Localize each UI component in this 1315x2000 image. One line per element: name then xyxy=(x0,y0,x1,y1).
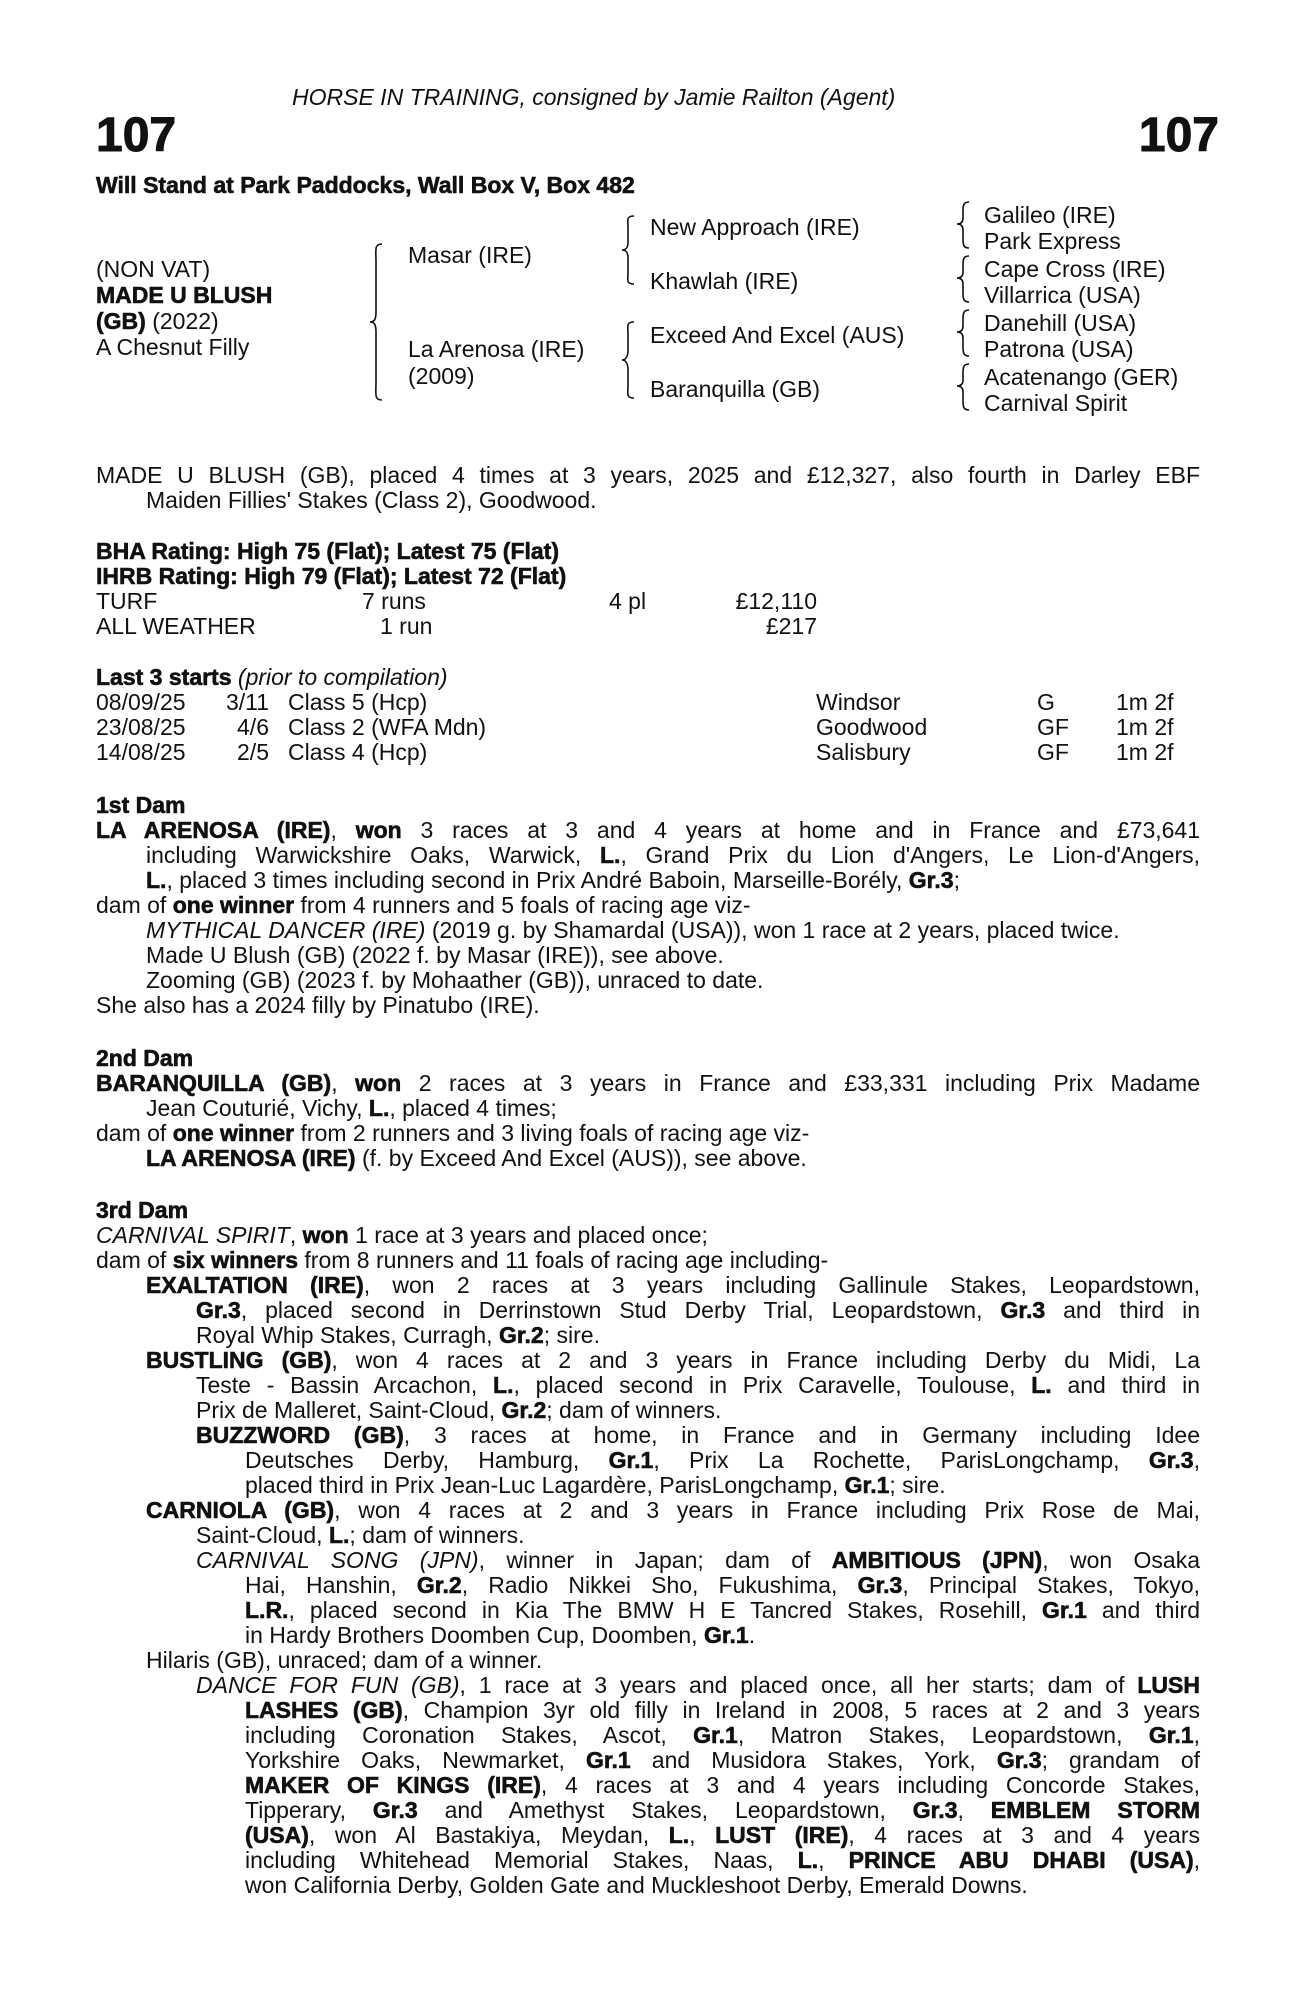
ambitious-name: AMBITIOUS (JPN) xyxy=(831,1547,1043,1573)
dam3-runners: from 8 runners and 11 foals of racing age including- xyxy=(304,1247,829,1273)
carnival-song-name: CARNIVAL SONG (JPN) xyxy=(196,1547,479,1573)
dance-text-7: , won Al Bastakiya, Meydan, xyxy=(308,1822,650,1848)
buzzword-text-1: , 3 races at home, in France and in Germany including Idee xyxy=(403,1422,1200,1448)
pedigree-brace-g34 xyxy=(955,254,975,304)
dam1-line-3 xyxy=(146,867,960,893)
carnival-song-text-4: in Hardy Brothers Doomben Cup, Doomben, xyxy=(245,1622,698,1648)
record-turf-surface: TURF xyxy=(96,588,158,614)
bustling-line-3 xyxy=(196,1397,721,1423)
horse-description: A Chesnut Filly xyxy=(96,334,250,360)
dance-gr1-c: Gr.1 xyxy=(585,1747,631,1773)
dam1-runners: from 4 runners and 5 foals of racing age viz- xyxy=(300,892,751,918)
dance-gr3: Gr.3 xyxy=(996,1747,1042,1773)
start-2-class: Class 2 (WFA Mdn) xyxy=(288,714,487,740)
carniola-text-2b: ; dam of winners. xyxy=(349,1522,525,1548)
dance-line-3 xyxy=(245,1722,1200,1748)
dance-line-8 xyxy=(245,1847,1200,1873)
exaltation-text-3b: ; sire. xyxy=(543,1322,600,1348)
buzzword-name: BUZZWORD (GB) xyxy=(196,1422,404,1448)
dance-text-6c: , xyxy=(957,1797,964,1823)
maker-name: MAKER OF KINGS (IRE) xyxy=(245,1772,541,1798)
dam3-six-winners: six winners xyxy=(172,1247,298,1273)
horse-country-year xyxy=(96,308,219,334)
exaltation-text-3: Royal Whip Stakes, Curragh, xyxy=(196,1322,493,1348)
lot-number-left: 107 xyxy=(96,109,177,162)
bha-rating: BHA Rating: High 75 (Flat); Latest 75 (Flat) xyxy=(96,538,559,564)
dam2-p1-name: LA ARENOSA (IRE) xyxy=(146,1145,356,1171)
start-1-class: Class 5 (Hcp) xyxy=(288,689,428,715)
last-starts-note: (prior to compilation) xyxy=(237,664,448,690)
dam1-one-winner: one winner xyxy=(172,892,295,918)
dam3-won: won xyxy=(302,1222,349,1248)
last-starts-title: Last 3 starts xyxy=(96,664,232,690)
dam2-p1-text: (f. by Exceed And Excel (AUS)), see above. xyxy=(361,1145,807,1171)
pedigree-brace-sire xyxy=(620,214,640,286)
bustling-line-1 xyxy=(146,1347,1200,1373)
pedigree-brace-dam xyxy=(620,320,640,400)
dam1-won: won xyxy=(355,817,402,843)
dance-text-6: Tipperary, xyxy=(245,1797,346,1823)
bustling-text-2b: , placed second in Prix Caravelle, Toulouse, xyxy=(513,1372,1016,1398)
exaltation-text-2a: , placed second in Derrinstown Stud Derby Trial, Leopardstown, xyxy=(240,1297,983,1323)
dam1-dam-of: dam of xyxy=(96,892,167,918)
stabling-line: Will Stand at Park Paddocks, Wall Box V, Box 482 xyxy=(96,172,635,198)
buzzword-text-2: Deutsches Derby, Hamburg, xyxy=(245,1447,580,1473)
dam2-text-2: Jean Couturié, Vichy, xyxy=(146,1095,363,1121)
grandsire-3: Cape Cross (IRE) xyxy=(984,256,1166,282)
dam1-gr3: Gr.3 xyxy=(908,867,954,893)
dam3-produce-line xyxy=(96,1247,828,1273)
grandsire-7: Acatenango (GER) xyxy=(984,364,1179,390)
prince-name: PRINCE ABU DHABI (USA) xyxy=(848,1847,1194,1873)
record-aw-runs: 1 run xyxy=(380,613,433,639)
carnival-song-text-2: Hai, Hanshin, xyxy=(245,1572,397,1598)
dance-text-7c: , 4 races at 3 and 4 years xyxy=(848,1822,1200,1848)
dance-gr1-b: Gr.1 xyxy=(1148,1722,1194,1748)
carnival-song-line-2 xyxy=(245,1572,1200,1598)
bustling-text-3b: ; dam of winners. xyxy=(546,1397,722,1423)
dance-gr3-b: Gr.3 xyxy=(372,1797,418,1823)
start-3-date: 14/08/25 xyxy=(96,739,186,765)
dance-text-8c: , xyxy=(1193,1847,1201,1873)
record-aw-earnings: £217 xyxy=(765,613,817,639)
dam1-listed-2: L. xyxy=(146,867,167,893)
carnival-song-text-1: , winner in Japan; dam of xyxy=(478,1547,811,1573)
consignment-line: HORSE IN TRAINING, consigned by Jamie Railton (Agent) xyxy=(292,84,896,110)
dam1-name: LA ARENOSA (IRE) xyxy=(96,817,331,843)
dam1-listed-1: L. xyxy=(600,842,621,868)
exaltation-text-2b: and third in xyxy=(1063,1297,1201,1323)
buzzword-gr3: Gr.3 xyxy=(1148,1447,1194,1473)
carniola-name: CARNIOLA (GB) xyxy=(146,1497,335,1523)
carnival-song-text-2c: , Principal Stakes, Tokyo, xyxy=(902,1572,1201,1598)
start-3-going: GF xyxy=(1037,739,1069,765)
dam1-line-2 xyxy=(146,842,1200,868)
dam2-heading: 2nd Dam xyxy=(96,1045,194,1071)
dam2-text-2b: , placed 4 times; xyxy=(389,1095,557,1121)
horse-name: MADE U BLUSH xyxy=(96,282,273,308)
start-3-course: Salisbury xyxy=(816,739,911,765)
dance-text-6b: and Amethyst Stakes, Leopardstown, xyxy=(444,1797,886,1823)
dam1-produce-2: Made U Blush (GB) (2022 f. by Masar (IRE)), see above. xyxy=(146,942,724,968)
exaltation-gr3-b: Gr.3 xyxy=(1000,1297,1046,1323)
dam-year: (2009) xyxy=(408,363,475,389)
start-3-class: Class 4 (Hcp) xyxy=(288,739,428,765)
carnival-song-line-1 xyxy=(196,1547,1200,1573)
dam1-heading: 1st Dam xyxy=(96,792,186,818)
start-2-going: GF xyxy=(1037,714,1069,740)
record-turf-earnings: £12,110 xyxy=(735,588,817,614)
dam2-text-1: 2 races at 3 years in France and £33,331 including Prix Madame xyxy=(418,1070,1201,1096)
dam-sire: Exceed And Excel (AUS) xyxy=(650,322,905,348)
carnival-song-text-4b: . xyxy=(748,1622,756,1648)
exaltation-line-2 xyxy=(196,1297,1200,1323)
carniola-text-1: , won 4 races at 2 and 3 years in France including Prix Rose de Mai, xyxy=(334,1497,1201,1523)
buzzword-text-3: placed third in Prix Jean-Luc Lagardère, ParisLongchamp, xyxy=(245,1472,839,1498)
dam1-p1-text: (2019 g. by Shamardal (USA)), won 1 race at 2 years, placed twice. xyxy=(431,917,1120,943)
dance-text-4b: and Musidora Stakes, York, xyxy=(651,1747,976,1773)
grandsire-5: Danehill (USA) xyxy=(984,310,1137,336)
dance-gr1-a: Gr.1 xyxy=(693,1722,738,1748)
dam1-p1-name: MYTHICAL DANCER (IRE) xyxy=(146,917,426,943)
dance-text-4: Yorkshire Oaks, Newmarket, xyxy=(245,1747,565,1773)
bustling-text-2: Teste - Bassin Arcachon, xyxy=(196,1372,478,1398)
dam-name: La Arenosa (IRE) xyxy=(408,336,585,362)
bustling-text-2c: and third in xyxy=(1067,1372,1201,1398)
exaltation-name: EXALTATION (IRE) xyxy=(146,1272,364,1298)
start-2-date: 23/08/25 xyxy=(96,714,186,740)
exaltation-line-3 xyxy=(196,1322,600,1348)
dance-line-4 xyxy=(245,1747,1200,1773)
grandsire-4: Villarrica (USA) xyxy=(984,282,1141,308)
carnival-song-text-1b: , won Osaka xyxy=(1042,1547,1200,1573)
dam3-name: CARNIVAL SPIRIT xyxy=(96,1222,290,1248)
dance-line-7 xyxy=(245,1822,1200,1848)
dam2-listed: L. xyxy=(368,1095,390,1121)
start-2-dist: 1m 2f xyxy=(1116,714,1174,740)
dam1-text-3: , placed 3 times including second in Prix André Baboin, Marseille-Borély, xyxy=(166,867,903,893)
dance-line-2 xyxy=(245,1697,1200,1723)
buzzword-line-2: Deutsches Derby, Hamburg, Gr.1, Prix La Rochette, ParisLongchamp, Gr.3, xyxy=(245,1447,1200,1473)
carnival-song-lr: L.R. xyxy=(245,1597,289,1623)
dance-listed-b: L. xyxy=(797,1847,819,1873)
horse-country: (GB) xyxy=(96,308,146,334)
exaltation-line-1 xyxy=(146,1272,1200,1298)
dam1-produce-1 xyxy=(146,917,1120,943)
bustling-name: BUSTLING (GB) xyxy=(146,1347,332,1373)
carnival-song-text-2b: , Radio Nikkei Sho, Fukushima, xyxy=(461,1572,838,1598)
dam-dam: Baranquilla (GB) xyxy=(650,376,821,402)
hilaris-line: Hilaris (GB), unraced; dam of a winner. xyxy=(146,1647,543,1673)
sire-dam: Khawlah (IRE) xyxy=(650,268,799,294)
bustling-text-3: Prix de Malleret, Saint-Cloud, xyxy=(196,1397,496,1423)
buzzword-line-3 xyxy=(245,1472,946,1498)
carnival-song-line-3 xyxy=(245,1597,1200,1623)
pedigree-brace-g56 xyxy=(955,308,975,358)
exaltation-text-1: , won 2 races at 3 years including Gallinule Stakes, Leopardstown, xyxy=(363,1272,1200,1298)
start-1-going: G xyxy=(1037,689,1055,715)
carnival-song-gr2: Gr.2 xyxy=(416,1572,462,1598)
bustling-gr2: Gr.2 xyxy=(501,1397,547,1423)
bustling-text-1: , won 4 races at 2 and 3 years in France including Derby du Midi, La xyxy=(331,1347,1200,1373)
record-turf-placed: 4 pl xyxy=(609,588,647,614)
dam1-produce-3: Zooming (GB) (2023 f. by Mohaather (GB)), unraced to date. xyxy=(146,967,764,993)
emblem-name-a: EMBLEM STORM xyxy=(990,1797,1200,1823)
carnival-song-text-3: , placed second in Kia The BMW H E Tancred Stakes, Rosehill, xyxy=(288,1597,1027,1623)
lust-name: LUST (IRE) xyxy=(715,1822,849,1848)
dam3-comma: , xyxy=(289,1222,297,1248)
lush-name-a: LUSH xyxy=(1137,1672,1200,1698)
summary-line-2: Maiden Fillies' Stakes (Class 2), Goodwood. xyxy=(146,487,597,513)
carnival-song-gr1-b: Gr.1 xyxy=(703,1622,749,1648)
carniola-line-2 xyxy=(196,1522,525,1548)
buzzword-gr1: Gr.1 xyxy=(608,1447,654,1473)
dam2-runners: from 2 runners and 3 living foals of racing age viz- xyxy=(300,1120,810,1146)
record-aw-surface: ALL WEATHER xyxy=(96,613,256,639)
dam1-text-2: including Warwickshire Oaks, Warwick, xyxy=(146,842,582,868)
dance-text-3b: , Matron Stakes, Leopardstown, xyxy=(737,1722,1123,1748)
dam2-dam-of: dam of xyxy=(96,1120,167,1146)
carniola-listed: L. xyxy=(328,1522,350,1548)
dance-text-2: , Champion 3yr old filly in Ireland in 2008, 5 races at 2 and 3 years xyxy=(402,1697,1200,1723)
dam3-line-1 xyxy=(96,1222,708,1248)
lush-name-b: LASHES (GB) xyxy=(245,1697,403,1723)
carniola-text-2: Saint-Cloud, xyxy=(196,1522,323,1548)
dance-text-4c: ; grandam of xyxy=(1041,1747,1201,1773)
start-1-course: Windsor xyxy=(816,689,901,715)
dam2-produce-line xyxy=(96,1120,809,1146)
pedigree-brace-main xyxy=(368,242,388,402)
dam3-text-1: 1 race at 3 years and placed once; xyxy=(355,1222,708,1248)
summary-line-1: MADE U BLUSH (GB), placed 4 times at 3 years, 2025 and £12,327, also fourth in Darley EBF xyxy=(96,462,1200,488)
start-3-pos: 2/5 xyxy=(237,739,269,765)
sire-name: Masar (IRE) xyxy=(408,242,532,268)
dance-text-3c: , xyxy=(1193,1722,1201,1748)
bustling-line-2 xyxy=(196,1372,1200,1398)
dance-gr3-c: Gr.3 xyxy=(912,1797,958,1823)
carnival-song-text-3b: and third xyxy=(1101,1597,1201,1623)
sire-sire: New Approach (IRE) xyxy=(650,214,860,240)
dam2-line-1: BARANQUILLA (GB), won 2 races at 3 years in France and £33,331 including Prix Madame xyxy=(96,1070,1201,1096)
grandsire-8: Carnival Spirit xyxy=(984,390,1128,416)
carnival-song-gr3: Gr.3 xyxy=(857,1572,903,1598)
dance-name: DANCE FOR FUN (GB) xyxy=(196,1672,460,1698)
dam2-line-2 xyxy=(146,1095,557,1121)
lot-number-right: 107 xyxy=(1138,109,1219,162)
dance-line-6 xyxy=(245,1797,1200,1823)
dam1-line-1: LA ARENOSA (IRE), won 3 races at 3 and 4 years at home and in France and £73,641 xyxy=(96,817,1201,843)
dam1-produce-4: She also has a 2024 filly by Pinatubo (IRE). xyxy=(96,992,540,1018)
vat-status: (NON VAT) xyxy=(96,256,211,282)
dance-text-5: , 4 races at 3 and 4 years including Concorde Stakes, xyxy=(540,1772,1200,1798)
buzzword-text-3b: ; sire. xyxy=(889,1472,946,1498)
emblem-name-b: (USA) xyxy=(245,1822,309,1848)
dam2-one-winner: one winner xyxy=(172,1120,295,1146)
exaltation-gr2: Gr.2 xyxy=(498,1322,544,1348)
buzzword-gr1-b: Gr.1 xyxy=(844,1472,890,1498)
dam1-text-2b: , Grand Prix du Lion d'Angers, Le Lion-d'Angers, xyxy=(620,842,1201,868)
horse-year: (2022) xyxy=(152,308,219,334)
grandsire-2: Park Express xyxy=(984,228,1121,254)
dance-line-5 xyxy=(245,1772,1200,1798)
dance-text-1: , 1 race at 3 years and placed once, all her starts; dam of xyxy=(459,1672,1125,1698)
dam2-name: BARANQUILLA (GB) xyxy=(96,1070,332,1096)
dam1-produce-line xyxy=(96,892,751,918)
exaltation-gr3-a: Gr.3 xyxy=(196,1297,241,1323)
buzzword-text-2b: , Prix La Rochette, ParisLongchamp, xyxy=(653,1447,1120,1473)
start-1-date: 08/09/25 xyxy=(96,689,186,715)
start-3-dist: 1m 2f xyxy=(1116,739,1174,765)
start-1-pos: 3/11 xyxy=(225,689,269,715)
start-1-dist: 1m 2f xyxy=(1116,689,1174,715)
grandsire-6: Patrona (USA) xyxy=(984,336,1134,362)
dance-line-1 xyxy=(196,1672,1200,1698)
dam2-produce-1 xyxy=(146,1145,807,1171)
ihrb-rating: IHRB Rating: High 79 (Flat); Latest 72 (Flat) xyxy=(96,563,567,589)
dance-text-3: including Coronation Stakes, Ascot, xyxy=(245,1722,667,1748)
dance-listed-a: L. xyxy=(668,1822,690,1848)
pedigree-brace-g78 xyxy=(955,362,975,412)
carniola-line-1 xyxy=(146,1497,1200,1523)
record-turf-runs: 7 runs xyxy=(362,588,426,614)
bustling-listed-1: L. xyxy=(493,1372,514,1398)
pedigree-brace-g12 xyxy=(955,200,975,250)
dam2-won: won xyxy=(355,1070,402,1096)
last-starts-heading xyxy=(96,664,448,690)
dam1-semi: ; xyxy=(953,867,960,893)
carnival-song-gr1-a: Gr.1 xyxy=(1042,1597,1087,1623)
dance-text-7b: , xyxy=(689,1822,696,1848)
dance-text-8: including Whitehead Memorial Stakes, Naas, xyxy=(245,1847,774,1873)
grandsire-1: Galileo (IRE) xyxy=(984,202,1116,228)
bustling-listed-2: L. xyxy=(1031,1372,1052,1398)
buzzword-line-1 xyxy=(196,1422,1200,1448)
dam1-text-1: 3 races at 3 and 4 years at home and in France and £73,641 xyxy=(420,817,1201,843)
start-2-course: Goodwood xyxy=(816,714,928,740)
start-2-pos: 4/6 xyxy=(237,714,269,740)
carnival-song-line-4 xyxy=(245,1622,755,1648)
dam3-dam-of: dam of xyxy=(96,1247,167,1273)
dance-line-9: won California Derby, Golden Gate and Muckleshoot Derby, Emerald Downs. xyxy=(245,1872,1028,1898)
dance-text-8b: , xyxy=(818,1847,825,1873)
dam3-heading: 3rd Dam xyxy=(96,1197,189,1223)
